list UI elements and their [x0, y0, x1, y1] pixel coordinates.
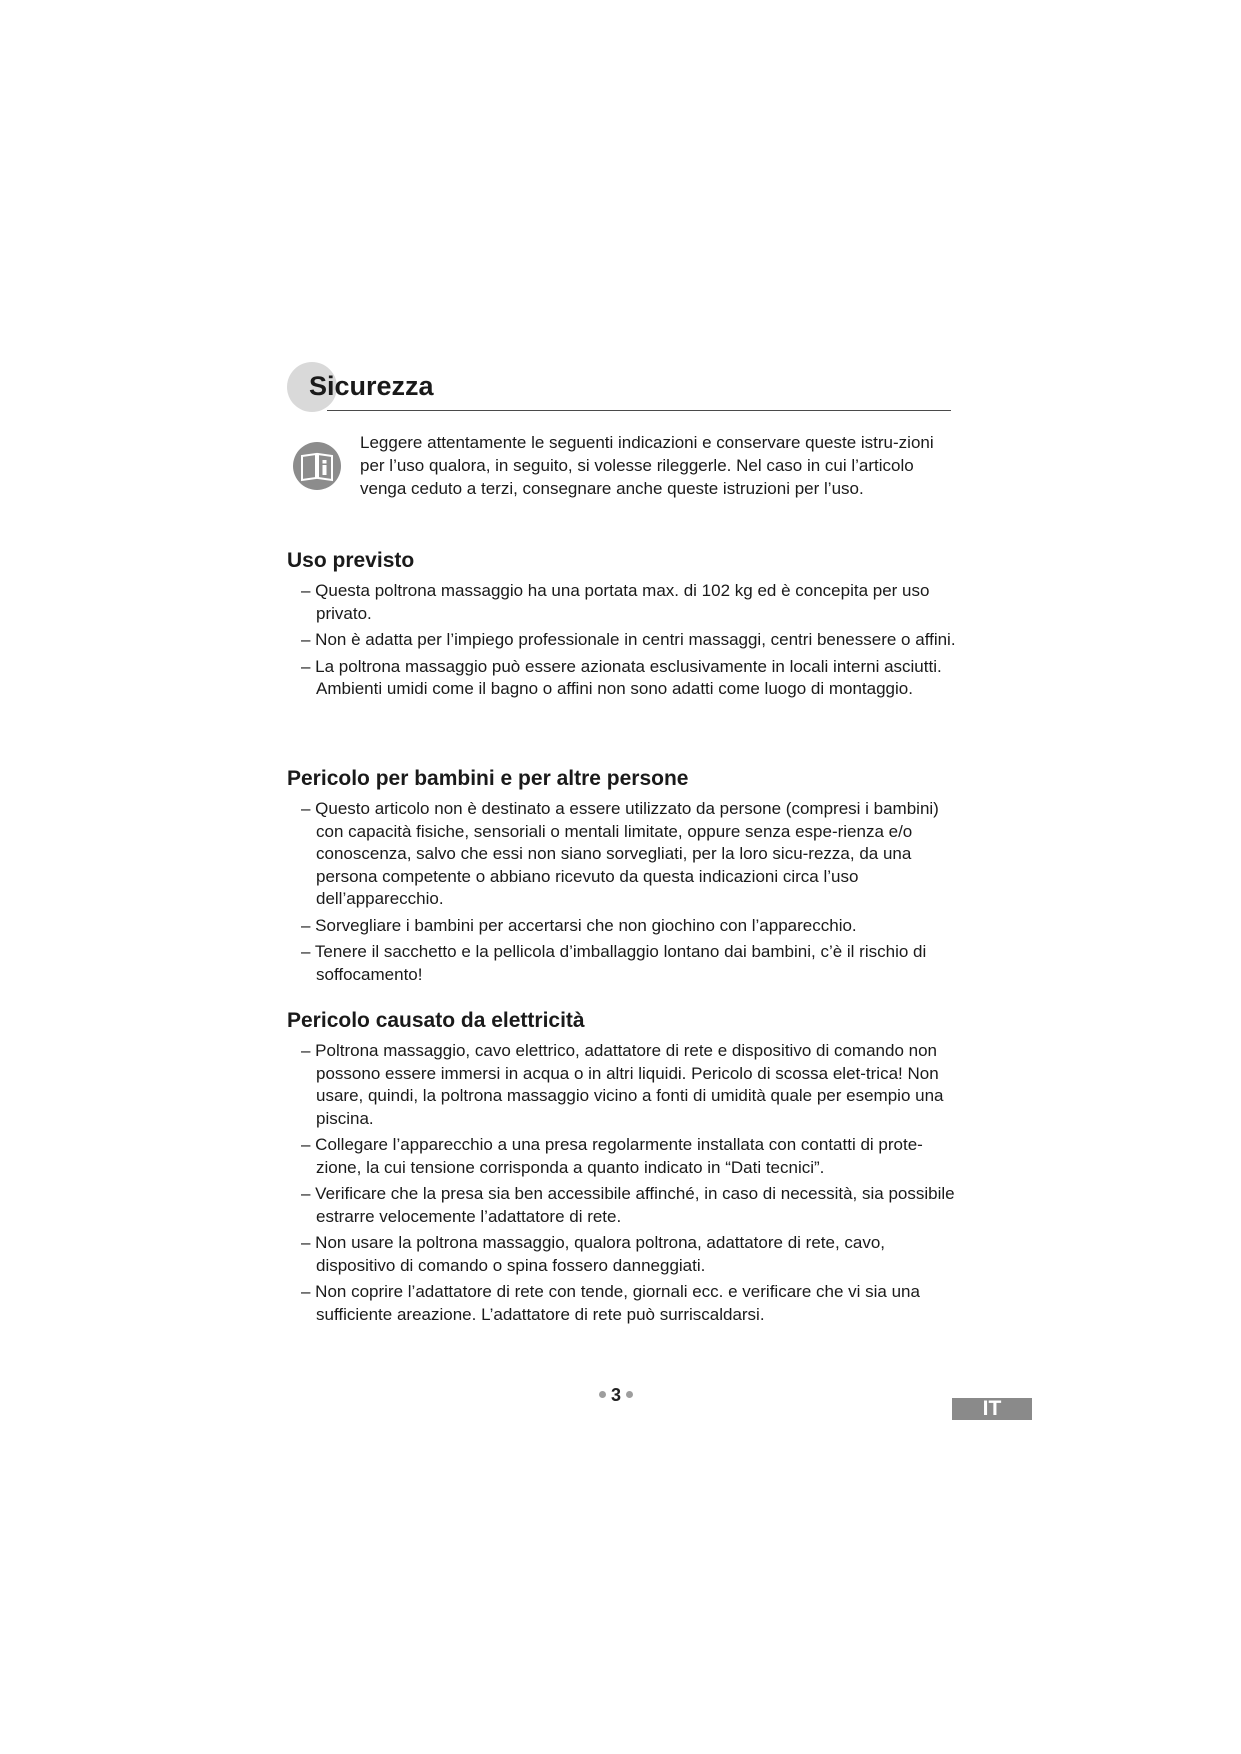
page-number-value: 3: [611, 1385, 622, 1405]
list-item: – Verificare che la presa sia ben accessibile affinché, in caso di necessità, sia possibile estrarre velocemente l’adattatore di rete.: [301, 1184, 955, 1226]
dot-icon: [599, 1391, 606, 1398]
bullet-list: [287, 798, 967, 986]
title-divider: [327, 410, 951, 411]
section-heading: Pericolo causato da elettricità: [287, 1009, 585, 1032]
language-tag: IT: [952, 1398, 1032, 1420]
info-book-icon: [292, 441, 342, 491]
bullet-list: [287, 580, 967, 701]
page-header: [287, 362, 951, 412]
page-title: Sicurezza: [309, 371, 434, 401]
list-item: – Tenere il sacchetto e la pellicola d’imballaggio lontano dai bambini, c’è il rischio di soffocamento!: [301, 942, 927, 984]
dot-icon: [626, 1391, 633, 1398]
section-children-danger: [287, 766, 967, 990]
list-item: – Poltrona massaggio, cavo elettrico, adattatore di rete e dispositivo di comando non possono essere immersi in acqua o in altri liquidi. Pericolo di scossa elet-trica! Non usare, quindi, la poltrona massaggio vicino a fonti di umidità quale per esempio una piscina.: [301, 1041, 944, 1128]
list-item: – Questo articolo non è destinato a essere utilizzato da persone (compresi i bambini) con capacità fisiche, sensoriali o mentali limitate, oppure senza espe-rienza e/o conoscenza, salvo che essi non siano sorvegliati, per la loro sicu-rezza, da una persona competente o abbiano ricevuto da questa indicazioni circa l’uso dell’apparecchio.: [301, 799, 939, 908]
section-electricity-danger: [287, 1008, 967, 1330]
list-item: – Non usare la poltrona massaggio, qualora poltrona, adattatore di rete, cavo, dispositivo di comando o spina fossero danneggiati.: [301, 1233, 886, 1275]
list-item: – Non coprire l’adattatore di rete con tende, giornali ecc. e verificare che vi sia una sufficiente areazione. L’adattatore di rete può surriscaldarsi.: [301, 1282, 920, 1324]
list-item: – Collegare l’apparecchio a una presa regolarmente installata con contatti di prote-zione, la cui tensione corrisponda a quanto indicato in “Dati tecnici”.: [301, 1135, 923, 1177]
bullet-list: [287, 1040, 967, 1326]
section-intended-use: [287, 548, 967, 705]
page-number: [594, 1385, 638, 1406]
section-heading: Pericolo per bambini e per altre persone: [287, 767, 689, 790]
list-item: – Non è adatta per l’impiego professionale in centri massaggi, centri benessere o affini.: [301, 630, 956, 649]
list-item: – La poltrona massaggio può essere azionata esclusivamente in locali interni asciutti. Ambienti umidi come il bagno o affini non sono adatti come luogo di montaggio.: [301, 656, 942, 698]
list-item: – Sorvegliare i bambini per accertarsi che non giochino con l’apparecchio.: [301, 915, 857, 935]
section-heading: Uso previsto: [287, 549, 415, 572]
list-item: – Questa poltrona massaggio ha una portata max. di 102 kg ed è concepita per uso privato.: [301, 581, 930, 623]
intro-text: Leggere attentamente le seguenti indicazioni e conservare queste istru-zioni per l’uso qualora, in seguito, si volesse rileggerle. Nel caso in cui l’articolo venga ceduto a terzi, consegnare anche queste istruzioni per l’uso.: [360, 433, 934, 498]
